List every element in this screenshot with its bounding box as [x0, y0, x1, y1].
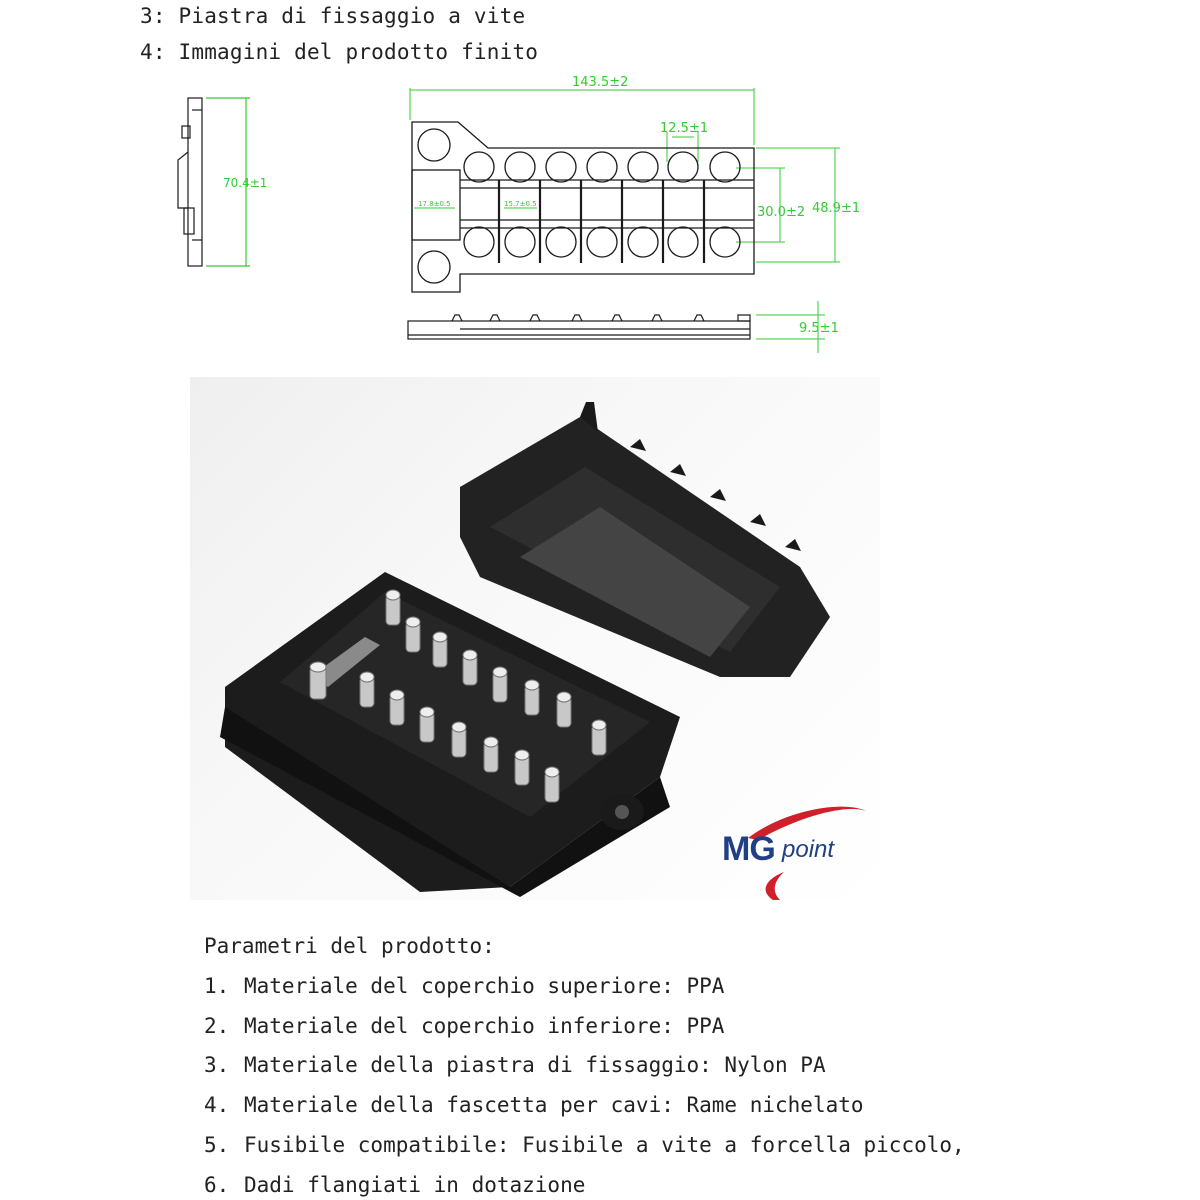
parameter-item: 2. Materiale del coperchio inferiore: PPA: [204, 1013, 725, 1038]
lid-icon: [460, 402, 830, 677]
inner-width-dimension: 30.0±2: [757, 205, 806, 220]
parameter-item: 6. Dadi flangiati in dotazione: [204, 1172, 586, 1197]
front-view-drawing: [400, 295, 850, 360]
pitch-dimension: 12.5±1: [660, 121, 709, 136]
logo-brand-bold: MG: [722, 830, 775, 868]
length-dimension: 143.5±2: [572, 75, 629, 90]
top-view-drawing: [400, 70, 870, 300]
slot1-dimension: 17.8±0.5: [418, 200, 451, 208]
parameter-item: 4. Materiale della fascetta per cavi: Rame nichelato: [204, 1093, 864, 1118]
section-heading-fixing-plate: 3: Piastra di fissaggio a vite: [140, 4, 526, 28]
parameters-title: Parametri del prodotto:: [204, 934, 495, 958]
mgpoint-logo: [718, 800, 878, 905]
edge-height-dimension: 9.5±1: [799, 321, 839, 336]
parameter-item: 1. Materiale del coperchio superiore: PPA: [204, 973, 725, 998]
parameter-item: 5. Fusibile compatibile: Fusibile a vite a forcella piccolo,: [204, 1132, 965, 1157]
side-view-drawing: [170, 90, 280, 280]
side-height-dimension: 70.4±1: [223, 176, 268, 190]
section-heading-product-images: 4: Immagini del prodotto finito: [140, 40, 539, 64]
logo-brand-italic: point: [782, 836, 835, 863]
outer-width-dimension: 48.9±1: [812, 201, 861, 216]
slot2-dimension: 15.7±0.5: [504, 200, 537, 208]
parameter-item: 3. Materiale della piastra di fissaggio: Nylon PA: [204, 1053, 826, 1078]
product-parameters: [204, 930, 965, 1200]
